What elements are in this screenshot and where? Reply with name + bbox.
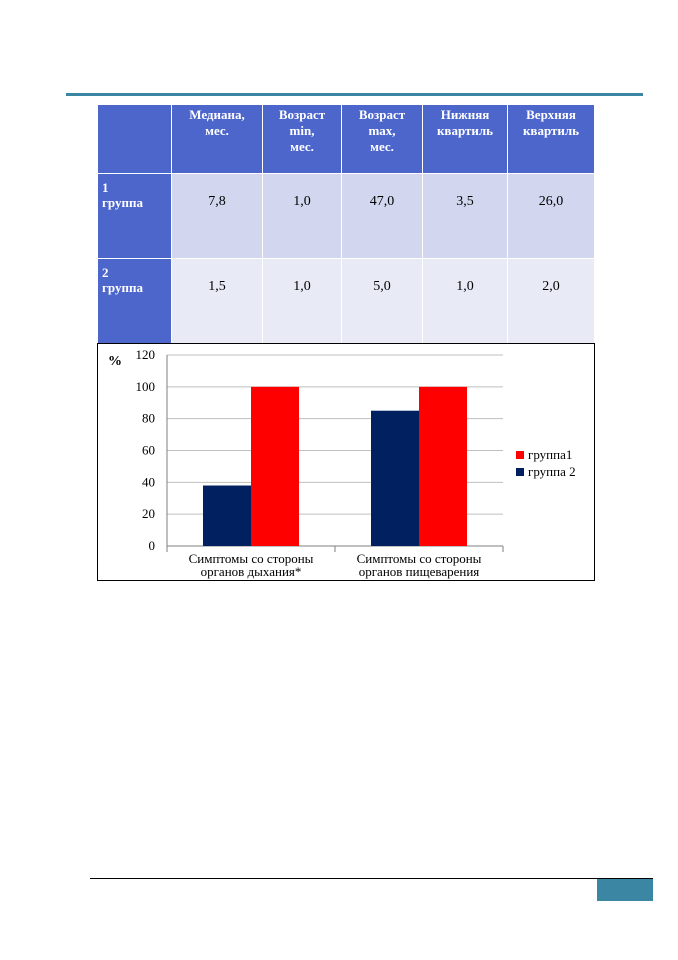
legend-swatch: [516, 468, 524, 476]
header-cell: Верхняя квартиль: [508, 105, 595, 174]
table-cell: 7,8: [172, 174, 263, 259]
page-number-block: [597, 879, 653, 901]
row-label: 2 группа: [98, 259, 172, 350]
bar-1-2: [371, 411, 419, 546]
y-tick-label: 0: [148, 538, 155, 553]
footer-rule: [90, 878, 653, 879]
header-cell: Возраст max, мес.: [342, 105, 423, 174]
y-tick-label: 100: [135, 378, 155, 394]
header-cell: Медиана, мес.: [172, 105, 263, 174]
x-category-label: органов дыхания*: [200, 564, 302, 579]
header-rule: [66, 93, 643, 96]
table-cell: 26,0: [508, 174, 595, 259]
table-cell: 1,5: [172, 259, 263, 350]
statistics-table: [97, 104, 595, 350]
table-cell: 3,5: [423, 174, 508, 259]
table-cell: 47,0: [342, 174, 423, 259]
x-category-label: Симптомы со стороны: [356, 551, 482, 566]
y-tick-label: 20: [142, 506, 155, 522]
y-tick-label: 60: [142, 442, 155, 458]
table-row: [98, 259, 595, 350]
row-label: 1 группа: [98, 174, 172, 259]
table-cell: 1,0: [423, 259, 508, 350]
legend-label: группа1: [528, 447, 573, 462]
table-cell: 1,0: [263, 174, 342, 259]
y-tick-label: 40: [142, 474, 155, 490]
bar-chart: [97, 343, 595, 581]
y-axis-label: %: [108, 354, 122, 369]
bar-2-1: [251, 387, 299, 546]
table-cell: 5,0: [342, 259, 423, 350]
chart-canvas: [98, 344, 596, 582]
table-header-row: [98, 105, 595, 174]
legend-swatch: [516, 451, 524, 459]
table-row: [98, 174, 595, 259]
x-category-label: Симптомы со стороны: [188, 551, 314, 566]
table-cell: 2,0: [508, 259, 595, 350]
y-tick-label: 80: [142, 410, 155, 426]
x-category-label: органов пищеварения: [358, 564, 480, 579]
bar-2-2: [419, 387, 467, 546]
legend-label: группа 2: [528, 464, 576, 479]
table-cell: 1,0: [263, 259, 342, 350]
y-tick-label: 120: [135, 347, 155, 362]
header-cell: Возраст min, мес.: [263, 105, 342, 174]
header-cell: Нижняя квартиль: [423, 105, 508, 174]
header-cell: [98, 105, 172, 174]
bar-1-1: [203, 486, 251, 546]
